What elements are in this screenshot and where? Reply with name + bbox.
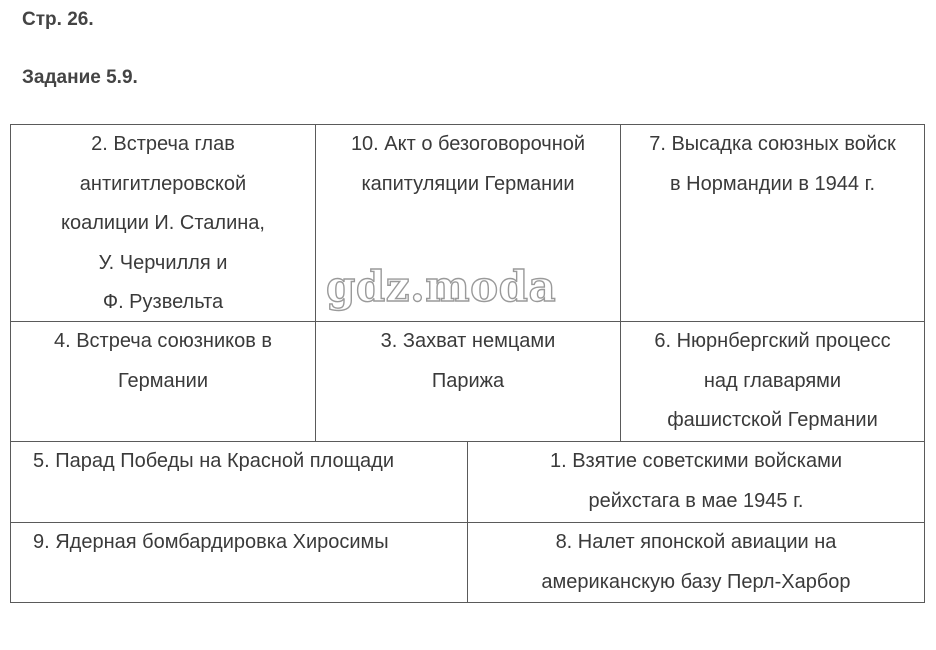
page-title: Стр. 26. <box>22 9 94 30</box>
watermark-logo: gdz.moda <box>322 262 560 314</box>
table-cell-9: 9. Ядерная бомбардировка Хиросимы <box>10 522 468 603</box>
task-title: Задание 5.9. <box>22 67 138 88</box>
table-cell-8: 8. Налет японской авиации на американскую базу Перл-Харбор <box>467 522 925 603</box>
table-cell-6: 6. Нюрнбергский процесс над главарями фашистской Германии <box>620 321 925 442</box>
table-cell-2: 2. Встреча глав антигитлеровской коалиции И. Сталина, У. Черчилля и Ф. Рузвельта <box>10 124 316 322</box>
answer-table <box>10 124 925 603</box>
table-cell-3: 3. Захват немцами Парижа <box>315 321 621 442</box>
table-cell-5: 5. Парад Победы на Красной площади <box>10 441 468 523</box>
table-cell-10: 10. Акт о безоговорочной капитуляции Германии <box>315 124 621 322</box>
table-cell-7: 7. Высадка союзных войск в Нормандии в 1944 г. <box>620 124 925 322</box>
table-cell-4: 4. Встреча союзников в Германии <box>10 321 316 442</box>
table-cell-1: 1. Взятие советскими войсками рейхстага в мае 1945 г. <box>467 441 925 523</box>
